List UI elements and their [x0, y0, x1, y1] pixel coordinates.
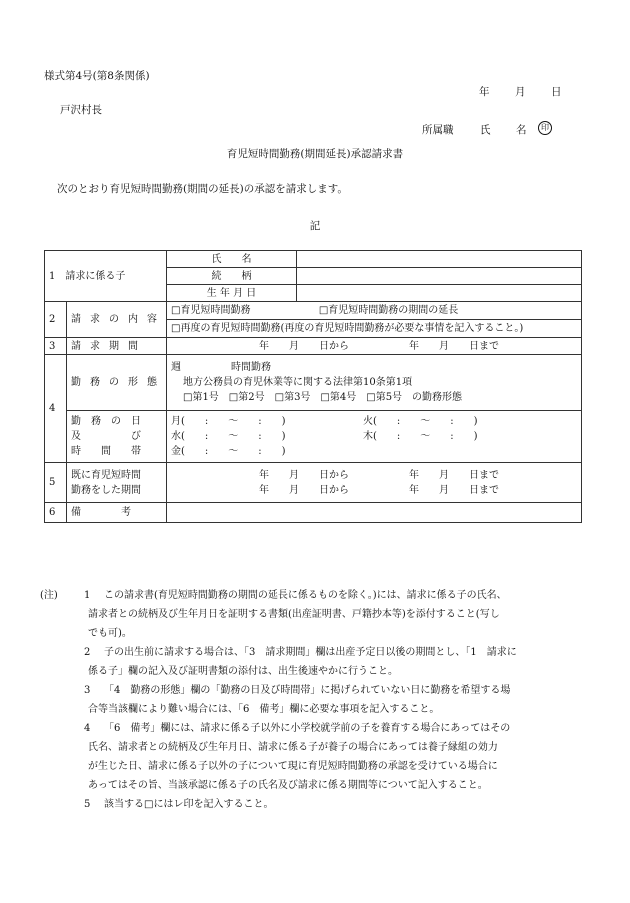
prior-num: 5: [45, 463, 67, 503]
work-form-options[interactable]: □第1号 □第2号 □第3号 □第4号 □第5号 の勤務形態: [183, 392, 463, 403]
document-title: 育児短時間勤務(期間延長)承認請求書: [226, 148, 404, 160]
child-relation-field[interactable]: [297, 268, 582, 285]
remarks-field[interactable]: [167, 503, 582, 523]
remarks-num: 6: [45, 503, 67, 523]
date-year: 年: [479, 86, 490, 98]
day-fri[interactable]: 金( : 〜 : ): [171, 446, 286, 457]
prior-label-line2: 勤務をした期間: [71, 484, 141, 496]
days-label-line2: 及 び: [71, 431, 141, 442]
period-num: 3: [45, 338, 67, 355]
days-schedule: [167, 411, 582, 463]
note-5: 5 該当する□にはレ印を記入すること。: [84, 799, 274, 810]
day-tue[interactable]: 火( : 〜 : ): [363, 416, 478, 427]
date-month: 月: [515, 86, 526, 98]
note-2-line2: 係る子」欄の記入及び証明書類の添付は、出生後速やかに行うこと。: [88, 666, 398, 677]
days-label-line1: 勤 務 の 日: [71, 416, 141, 427]
form-num: 4: [45, 355, 67, 463]
child-name-field[interactable]: [297, 251, 582, 268]
note-1-line3: でも可)。: [88, 628, 132, 639]
seal-icon: 印: [538, 121, 552, 135]
child-relation-label: 続 柄: [167, 268, 297, 285]
prior-period-1[interactable]: 年 月 日から 年 月 日まで: [259, 469, 499, 481]
ki-heading: 記: [309, 220, 321, 232]
day-thu[interactable]: 木( : 〜 : ): [363, 431, 478, 442]
note-1: (注) 1 この請求書(育児短時間勤務の期間の延長に係るものを除く。)には、請求に係る子の氏名、: [40, 586, 585, 605]
content-num: 2: [45, 302, 67, 338]
name-label-2: 名: [516, 124, 527, 136]
seal-mark: [534, 121, 552, 135]
content-options-row1: [167, 302, 582, 320]
note-4: 4 「6 備考」欄には、請求に係る子以外に小学校就学前の子を養育する場合にあってはその: [84, 723, 511, 734]
prior-label-line1: 既に育児短時間: [71, 469, 141, 481]
notes-label: (注): [40, 590, 58, 601]
child-name-label: 氏 名: [167, 251, 297, 268]
affiliation-label: 所属職: [422, 124, 454, 136]
content-label: 請求の内容: [67, 302, 167, 338]
note-4-line3: が生じた日、請求に係る子以外の子について現に育児短時間勤務の承認を受けている場合に: [88, 761, 498, 772]
option-extension[interactable]: □育児短時間勤務の期間の延長: [318, 305, 459, 316]
weekly-hours[interactable]: 週 時間勤務: [171, 362, 271, 373]
note-3: 3 「4 勤務の形態」欄の「勤務の日及び時間帯」に掲げられていない日に勤務を希望する場: [84, 685, 511, 696]
child-birthdate-field[interactable]: [297, 285, 582, 302]
period-value[interactable]: 年 月 日から 年 月 日まで: [167, 338, 582, 355]
remarks-label: 備 考: [67, 503, 167, 523]
note-4-line4: あってはその旨、当該承認に係る子の氏名及び請求に係る期間等について記入すること。: [88, 780, 488, 791]
note-3-line2: 合等当該欄により難い場合には、「6 備考」欄に必要な事項を記入すること。: [88, 704, 440, 715]
date-day: 日: [551, 86, 562, 98]
form-number: 様式第4号(第8条関係): [44, 70, 150, 82]
request-form-table: [44, 250, 582, 523]
note-1-line2: 請求者との続柄及び生年月日を証明する書類(出産証明書、戸籍抄本等)を添付すること(写し: [88, 609, 500, 620]
day-wed[interactable]: 水( : 〜 : ): [171, 431, 286, 442]
child-label: 1 請求に係る子: [45, 251, 167, 302]
note-2: 2 子の出生前に請求する場合は、「3 請求期間」欄は出産予定日以後の期間とし、「1 請求に: [84, 647, 517, 658]
prior-periods: [167, 463, 582, 503]
child-birthdate-label: 生 年 月 日: [167, 285, 297, 302]
work-form-cell: [167, 355, 582, 411]
period-label: 請求期間: [67, 338, 167, 355]
law-reference: 地方公務員の育児休業等に関する法律第10条第1項: [183, 377, 413, 388]
form-label: 勤務の形態: [67, 355, 167, 411]
prior-label: [67, 463, 167, 503]
prior-period-2[interactable]: 年 月 日から 年 月 日まで: [259, 484, 499, 496]
note-4-line2: 氏名、請求者との続柄及び生年月日、請求に係る子が養子の場合にあっては養子縁組の効力: [88, 742, 498, 753]
days-label-line3: 時 間 帯: [71, 446, 141, 457]
intro-text: 次のとおり育児短時間勤務(期間の延長)の承認を請求します。: [57, 183, 348, 195]
name-label-1: 氏: [480, 124, 491, 136]
option-short-time[interactable]: □育児短時間勤務: [171, 305, 251, 316]
option-re-request[interactable]: □再度の育児短時間勤務(再度の育児短時間勤務が必要な事情を記入すること。): [167, 320, 582, 338]
addressee: 戸沢村長: [60, 104, 102, 116]
day-mon[interactable]: 月( : 〜 : ): [171, 416, 286, 427]
notes-section: [40, 586, 585, 814]
days-label: [67, 411, 167, 463]
